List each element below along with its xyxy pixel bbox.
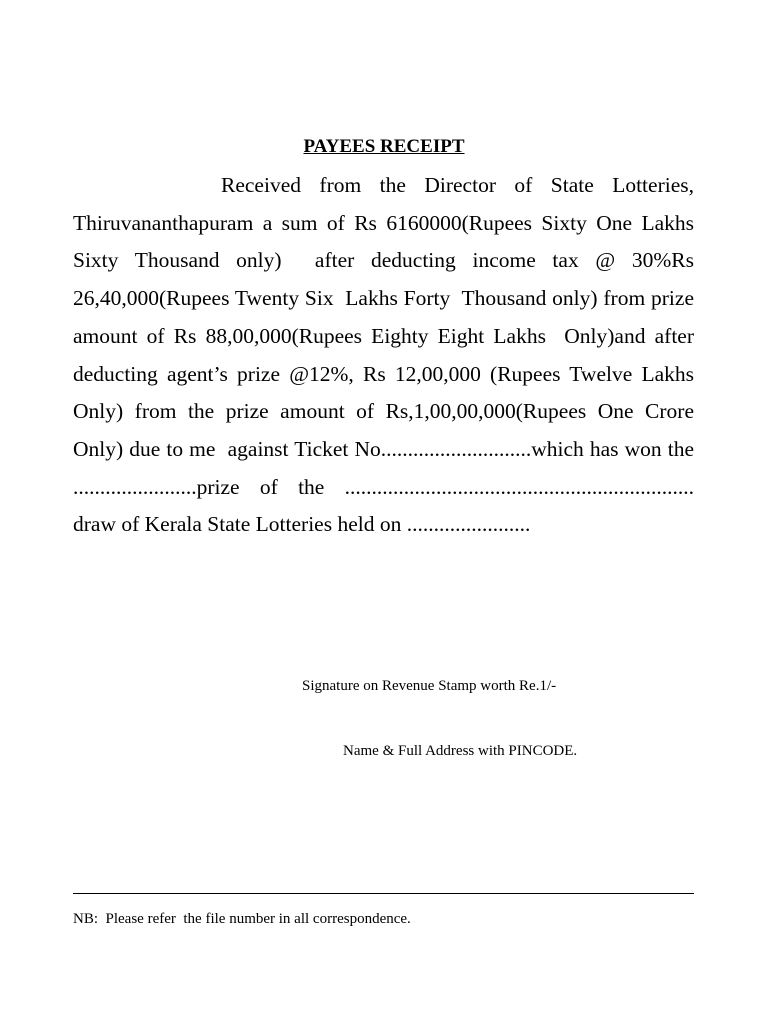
signature-line: Signature on Revenue Stamp worth Re.1/- — [302, 678, 557, 694]
address-line: Name & Full Address with PINCODE. — [343, 743, 578, 759]
footer-divider — [73, 893, 694, 894]
receipt-body-text: Received from the Director of State Lotteries, Thiruvananthapuram a sum of Rs 6160000(Rupees Sixty One Lakhs Sixty Thousand only) after deducting income tax @ 30%Rs 26,40,000(Rupees Twenty Six Lakhs Forty Thousand only) from prize amount of Rs 88,00,000(Rupees Eighty Eight Lakhs Only)and after deducting agent’s prize @12%, Rs 12,00,000 (Rupees Twelve Lakhs Only) from the prize amount of Rs,1,00,00,000(Rupees One Crore Only) due to me against Ticket No............................which has won the .......................prize of the ................................................................. draw of Kerala State Lotteries held on ....................... — [73, 173, 705, 537]
page-title: PAYEES RECEIPT — [303, 136, 465, 157]
footnote: NB: Please refer the file number in all correspondence. — [73, 911, 411, 927]
